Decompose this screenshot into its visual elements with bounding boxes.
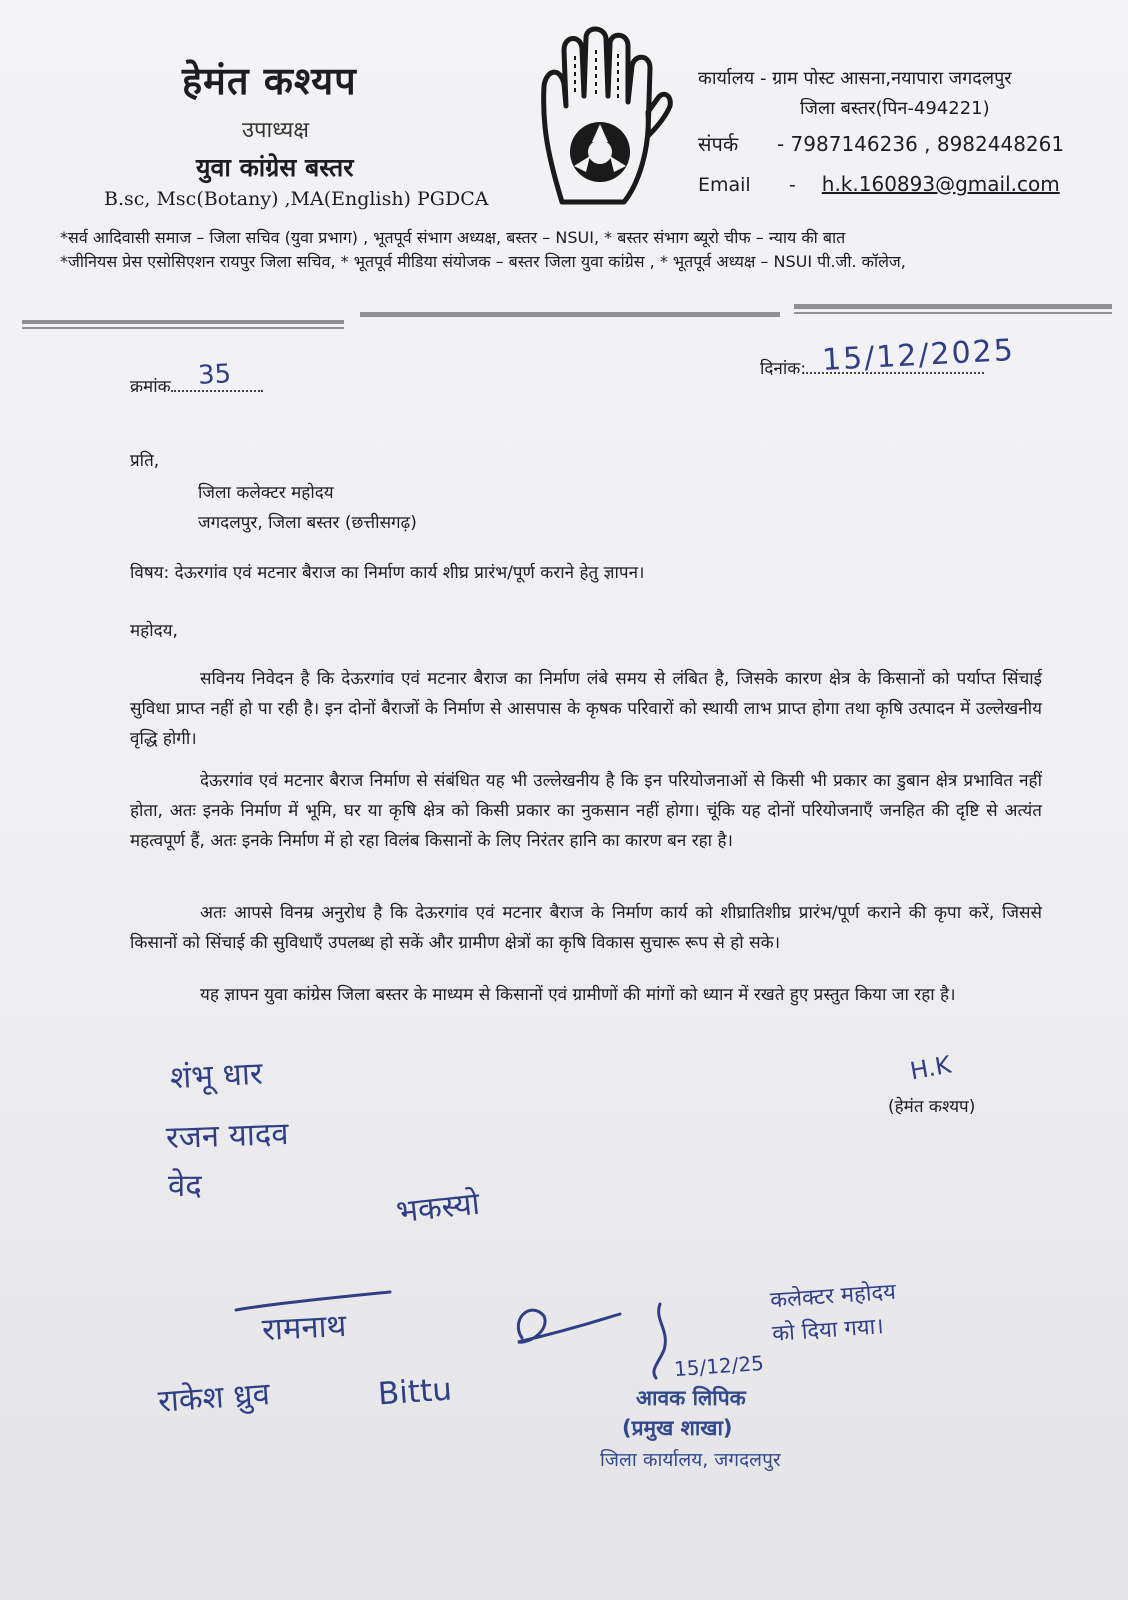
handwritten-signature-strokes xyxy=(150,1260,670,1450)
dinank-value: 15/12/2025 xyxy=(821,332,1016,379)
email-address[interactable]: h.k.160893@gmail.com xyxy=(821,172,1060,196)
body-paragraph: देऊरगांव एवं मटनार बैराज निर्माण से संबंधित यह भी उल्लेखनीय है कि इन परियोजनाओं से किसी भी प्रकार का डुबान क्षेत्र प्रभावित नहीं होता, अतः इनके निर्माण में भूमि, घर या कृषि क्षेत्र को किसी प्रकार का नुकसान नहीं होगा। चूंकि यह दोनों परियोजनाएँ जनहित की दृष्टि से अत्यंत महत्वपूर्ण हैं, अतः इनके निर्माण में हो रहा विलंब किसानों के लिए निरंतर हानि का कारण बन रहा है। xyxy=(130,771,1042,851)
body-paragraph: अतः आपसे विनम्र अनुरोध है कि देऊरगांव एवं मटनार बैराज के निर्माण कार्य को शीघ्रातिशीघ्र प्रारंभ/पूर्ण कराने की कृपा करें, जिससे किसानों को सिंचाई की सुविधाएँ उपलब्ध हो सकें और ग्रामीण क्षेत्रों का कृषि विकास सुचारू रूप से हो सके। xyxy=(130,903,1042,953)
subject-line: विषय: देऊरगांव एवं मटनार बैराज का निर्माण कार्य शीघ्र प्रारंभ/पूर्ण कराने हेतु ज्ञापन। xyxy=(130,563,645,583)
phone-line xyxy=(698,130,1064,157)
signatory-name: (हेमंत कश्यप) xyxy=(888,1097,976,1117)
sender-degrees: B.sc, Msc(Botany) ,MA(English) PGDCA xyxy=(104,188,489,210)
header-divider xyxy=(22,318,1112,332)
handwritten-name: वेद xyxy=(168,1168,202,1204)
body-paragraph: यह ज्ञापन युवा कांग्रेस जिला बस्तर के माध्यम से किसानों एवं ग्रामीणों की मांगों को ध्यान में रखते हुए प्रस्तुत किया जा रहा है। xyxy=(200,985,956,1005)
receipt-note: कलेक्टर महोदय xyxy=(769,1279,897,1314)
dinank-label: दिनांक: xyxy=(760,359,807,379)
salutation: महोदय, xyxy=(130,621,178,641)
body-paragraph: सविनय निवेदन है कि देऊरगांव एवं मटनार बैराज का निर्माण लंबे समय से लंबित है, जिसके कारण क्षेत्र के किसानों को पर्याप्त सिंचाई सुविधा प्राप्त नहीं हो पा रही है। इन दोनों बैराजों के निर्माण से आसपास के कृषक परिवारों को स्थायी लाभ प्राप्त होगा तथा कृषि उत्पादन में उल्लेखनीय वृद्धि होगी। xyxy=(130,669,1042,749)
reference-number xyxy=(130,374,263,397)
email-label: Email xyxy=(698,174,751,196)
receipt-note: को दिया गया। xyxy=(771,1314,885,1347)
handwritten-name: शंभू धार xyxy=(169,1055,264,1097)
signature-mark: H.K xyxy=(907,1050,954,1086)
roles-line-2: *जीनियस प्रेस एसोसिएशन रायपुर जिला सचिव, * भूतपूर्व मीडिया संयोजक – बस्तर जिला युवा कांग्रेस , * भूतपूर्व अध्यक्ष – NSUI पी.जी. कॉलेज, xyxy=(60,252,906,271)
sender-name: हेमंत कश्यप xyxy=(182,59,357,103)
prati: प्रति, xyxy=(130,451,160,471)
sender-post: उपाध्यक्ष xyxy=(242,118,310,143)
receipt-date: 15/12/25 xyxy=(673,1350,765,1382)
recipient-line-2: जगदलपुर, जिला बस्तर (छत्तीसगढ़) xyxy=(198,513,417,533)
email-line xyxy=(698,172,1060,196)
phone-label: संपर्क xyxy=(698,132,739,156)
email-dash: - xyxy=(788,174,796,196)
congress-hand-icon xyxy=(540,26,674,210)
recipient-line-1: जिला कलेक्टर महोदय xyxy=(198,483,334,503)
kramank-label: क्रमांक xyxy=(130,377,171,397)
phone-numbers: - 7987146236 , 8982448261 xyxy=(776,132,1065,156)
office-district: जिला बस्तर(पिन-494221) xyxy=(800,98,990,119)
handwritten-name: रामनाथ xyxy=(261,1307,348,1349)
office-address: कार्यालय - ग्राम पोस्ट आसना,नयापारा जगदलपुर xyxy=(698,68,1012,89)
office-stamp-title: आवक लिपिक xyxy=(636,1386,746,1410)
office-stamp-office: जिला कार्यालय, जगदलपुर xyxy=(600,1449,781,1471)
kramank-value: 35 xyxy=(197,359,232,391)
handwritten-name: राकेश ध्रुव xyxy=(156,1376,271,1420)
handwritten-name: भकस्यो xyxy=(394,1185,482,1231)
roles-line-1: *सर्व आदिवासी समाज – जिला सचिव (युवा प्रभाग) , भूतपूर्व संभाग अध्यक्ष, बस्तर – NSUI, * बस्तर संभाग ब्यूरो चीफ – न्याय की बात xyxy=(60,228,846,247)
office-stamp-branch: (प्रमुख शाखा) xyxy=(622,1416,733,1440)
handwritten-name: रजन यादव xyxy=(165,1115,290,1157)
sender-organization: युवा कांग्रेस बस्तर xyxy=(196,153,354,182)
handwritten-name: Bittu xyxy=(376,1371,454,1413)
